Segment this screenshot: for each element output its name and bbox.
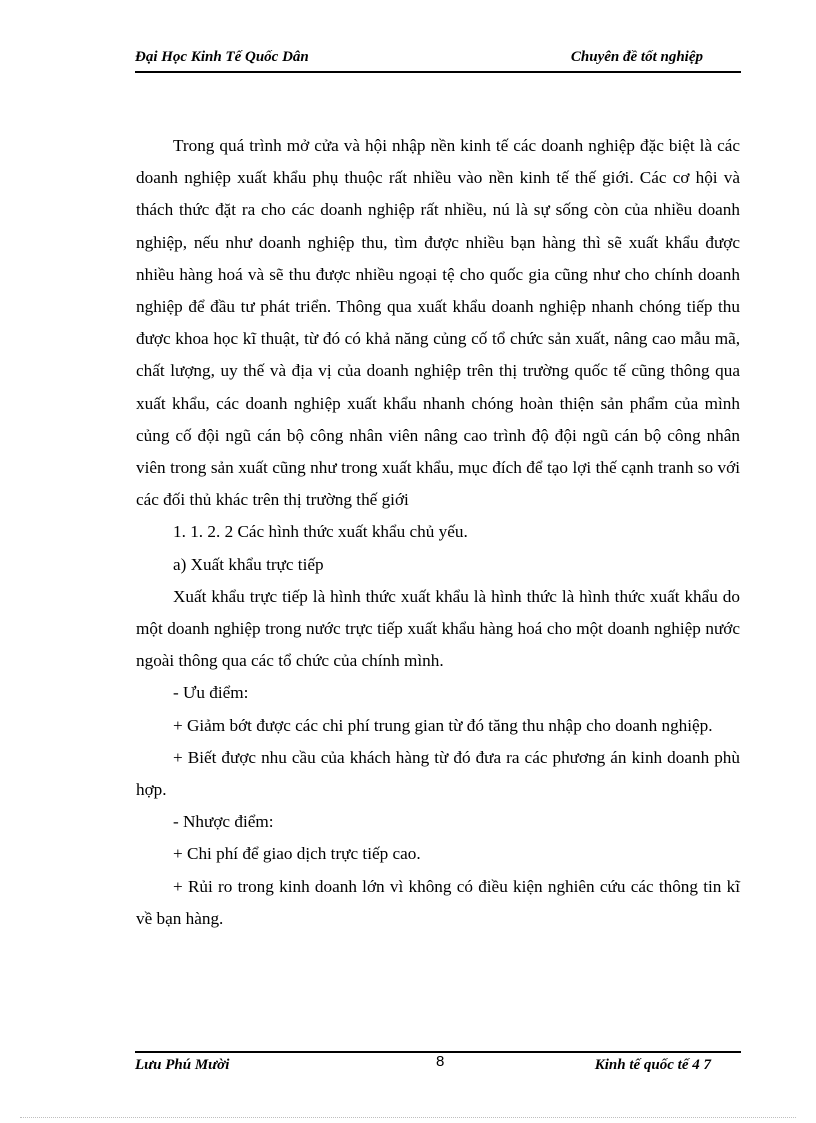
document-body: [136, 130, 740, 935]
section-heading: 1. 1. 2. 2 Các hình thức xuất khẩu chủ yếu.: [173, 522, 468, 542]
page-header: [135, 47, 741, 73]
definition-paragraph: Xuất khẩu trực tiếp là hình thức xuất khẩu là hình thức là hình thức xuất khẩu do một doanh nghiệp trong nước trực tiếp xuất khẩu hàng hoá cho một doanh nghiệp nước ngoài thông qua các tổ chức của chính mình.: [136, 586, 740, 671]
disadvantages-label: - Nhược điểm:: [173, 812, 274, 832]
disadvantage-item: + Chi phí để giao dịch trực tiếp cao.: [173, 844, 421, 864]
advantages-label: - Ưu điểm:: [173, 683, 249, 703]
advantage-item: + Biết được nhu cầu của khách hàng từ đó đưa ra các phương án kinh doanh phù hợp.: [136, 747, 740, 800]
footer-class: Kinh tế quốc tế 4 7: [594, 1057, 711, 1073]
page-footer: [135, 1051, 741, 1077]
page-edge-divider: [20, 1117, 796, 1118]
footer-author: Lưu Phú Mười: [135, 1057, 230, 1073]
subheading-direct-export: a) Xuất khẩu trực tiếp: [173, 554, 324, 574]
page-number: 8: [436, 1053, 445, 1070]
advantage-item: + Giảm bớt được các chi phí trung gian từ đó tăng thu nhập cho doanh nghiệp.: [173, 715, 713, 735]
intro-paragraph: Trong quá trình mở cửa và hội nhập nền kinh tế các doanh nghiệp đặc biệt là các doanh nghiệp xuất khẩu phụ thuộc rất nhiều vào nền kinh tế thế giới. Các cơ hội và thách thức đặt ra cho các doanh nghiệp rất nhiều, nú là sự sống còn của nhiều doanh nghiệp, nếu như doanh nghiệp thu, tìm được nhiều bạn hàng thì sẽ xuất khẩu được nhiều hàng hoá và sẽ thu được nhiều ngoại tệ cho quốc gia cũng như cho chính doanh nghiệp để đầu tư phát triển. Thông qua xuất khẩu doanh nghiệp nhanh chóng tiếp thu được khoa học kĩ thuật, từ đó có khả năng củng cố tổ chức sản xuất, nâng cao mẫu mã, chất lượng, uy thế và địa vị của doanh nghiệp trên thị trường quốc tế cũng thông qua xuất khẩu, các doanh nghiệp xuất khẩu nhanh chóng hoàn thiện sản phẩm của mình củng cố đội ngũ cán bộ công nhân viên nâng cao trình độ đội ngũ cán bộ công nhân viên trong sản xuất cũng như trong xuất khẩu, mục đích để tạo lợi thế cạnh tranh so với các đối thủ khác trên thị trường thế giới: [136, 136, 740, 510]
header-thesis-title: Chuyên đề tốt nghiệp: [570, 49, 703, 65]
disadvantage-item: + Rủi ro trong kinh doanh lớn vì không có điều kiện nghiên cứu các thông tin kĩ về bạn hàng.: [136, 876, 740, 928]
header-university: Đại Học Kinh Tế Quốc Dân: [135, 49, 309, 65]
